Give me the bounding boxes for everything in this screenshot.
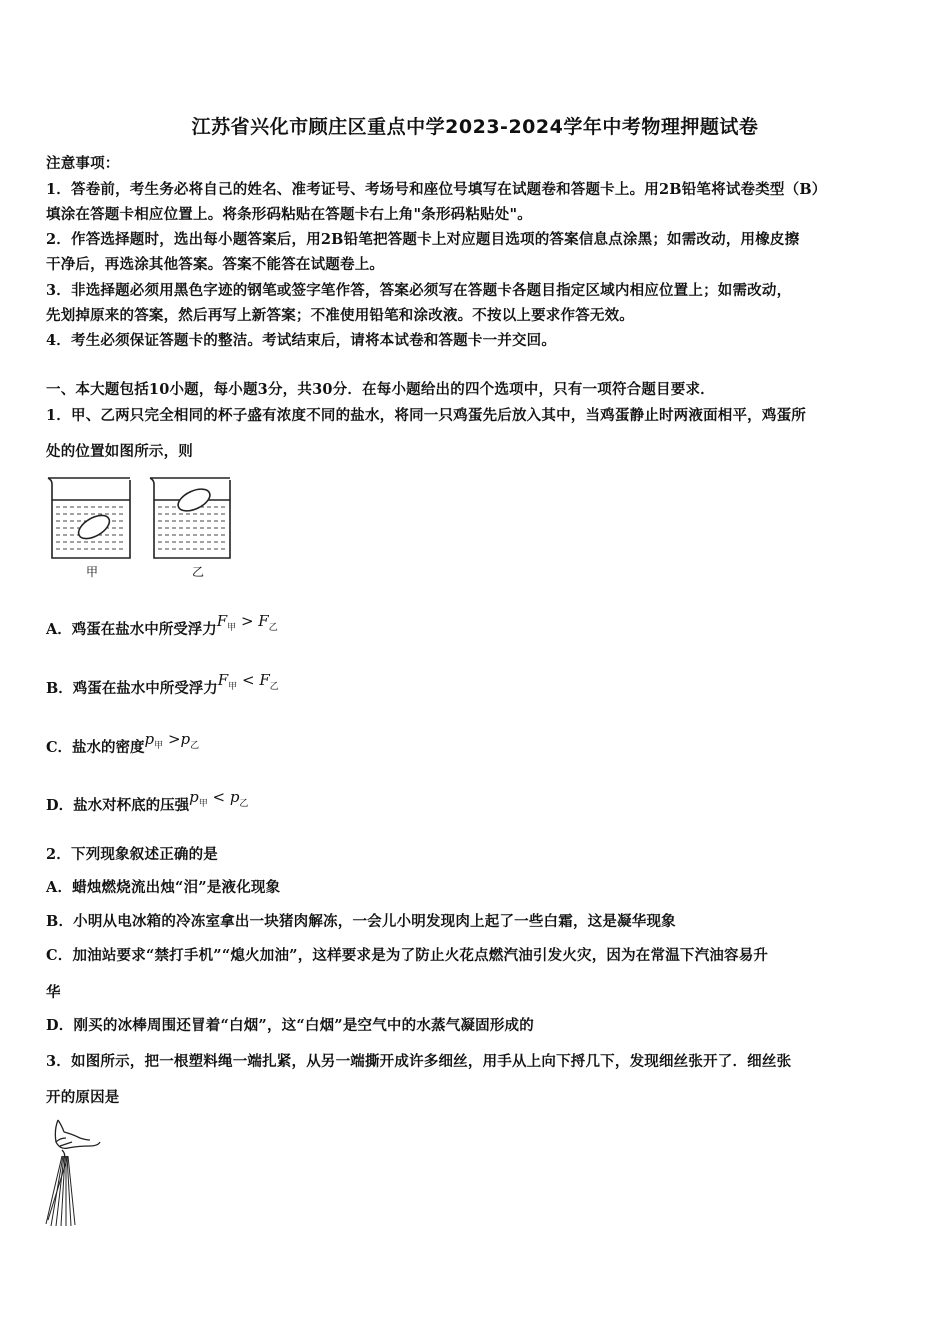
beaker-yi xyxy=(150,478,230,558)
beaker-label-jia: 甲 xyxy=(86,565,99,579)
egg-yi xyxy=(175,485,213,516)
question-1-stem-cont: 处的位置如图所示，则 xyxy=(46,443,193,460)
notice-line: 3．非选择题必须用黑色字迹的钢笔或签字笔作答，答案必须写在答题卡各题目指定区域内相应位置上；如需改动， xyxy=(46,282,792,299)
q1-option-b[interactable] xyxy=(46,671,279,700)
notice-heading: 注意事项： xyxy=(46,155,120,172)
q1-option-a[interactable] xyxy=(46,612,278,641)
question-3-stem-cont: 开的原因是 xyxy=(46,1089,120,1106)
notice-line: 先划掉原来的答案，然后再写上新答案；不准使用铅笔和涂改液。不按以上要求作答无效。 xyxy=(46,307,634,324)
q1-option-b-text: B．鸡蛋在盐水中所受浮力 xyxy=(46,680,218,697)
notice-line: 填涂在答题卡相应位置上。将条形码粘贴在答题卡右上角"条形码粘贴处"。 xyxy=(46,206,532,223)
q2-option-a[interactable]: A．蜡烛燃烧流出烛“泪”是液化现象 xyxy=(46,879,281,896)
q2-option-c[interactable]: C．加油站要求“禁打手机”“熄火加油”，这样要求是为了防止火花点燃汽油引发火灾，因为在常温下汽油容易升 xyxy=(46,947,769,964)
q1-option-d-text: D．盐水对杯底的压强 xyxy=(46,797,190,814)
notice-line: 4．考生必须保证答题卡的整洁。考试结束后，请将本试卷和答题卡一并交回。 xyxy=(46,332,557,349)
notice-line: 1．答卷前，考生务必将自己的姓名、准考证号、考场号和座位号填写在试题卷和答题卡上。用2B铅笔将试卷类型（B） xyxy=(46,181,827,198)
q1-option-c-formula: $p_甲 >p_乙$ xyxy=(144,730,200,751)
q2-option-d[interactable]: D．刚买的冰棒周围还冒着“白烟”，这“白烟”是空气中的水蒸气凝固形成的 xyxy=(46,1017,534,1034)
notice-line: 干净后，再选涂其他答案。答案不能答在试题卷上。 xyxy=(46,256,385,273)
strands xyxy=(46,1156,75,1226)
q1-option-d-formula: $p_甲 < p_乙$ xyxy=(189,788,249,809)
liquid-yi xyxy=(158,507,226,549)
hand-strands-figure xyxy=(42,1116,104,1228)
beaker-jia xyxy=(48,478,130,558)
q1-option-b-formula: $F_甲 < F_乙$ xyxy=(217,671,279,692)
question-3-stem: 3．如图所示，把一根塑料绳一端扎紧，从另一端撕开成许多细丝，用手从上向下捋几下，发现细丝张开了．细丝张 xyxy=(46,1053,792,1070)
hand-icon xyxy=(55,1120,100,1158)
question-1-stem: 1．甲、乙两只完全相同的杯子盛有浓度不同的盐水，将同一只鸡蛋先后放入其中，当鸡蛋静止时两液面相平，鸡蛋所 xyxy=(46,407,806,424)
page-title: 江苏省兴化市顾庄区重点中学2023-2024学年中考物理押题试卷 xyxy=(191,116,759,138)
q1-option-d[interactable] xyxy=(46,788,249,817)
beakers-figure xyxy=(44,474,234,560)
q1-option-a-formula: $F_甲 > F_乙$ xyxy=(216,612,278,633)
q1-option-c-text: C．盐水的密度 xyxy=(46,739,145,756)
q1-option-a-text: A．鸡蛋在盐水中所受浮力 xyxy=(46,621,217,638)
egg-jia xyxy=(75,511,113,544)
notice-line: 2．作答选择题时，选出每小题答案后，用2B铅笔把答题卡上对应题目选项的答案信息点涂黑；如需改动，用橡皮擦 xyxy=(46,231,800,248)
beaker-label-yi: 乙 xyxy=(192,565,205,579)
q2-option-b[interactable]: B．小明从电冰箱的冷冻室拿出一块猪肉解冻，一会儿小明发现肉上起了一些白霜，这是凝华现象 xyxy=(46,913,676,930)
section-heading: 一、本大题包括10小题，每小题3分，共30分．在每小题给出的四个选项中，只有一项符合题目要求． xyxy=(46,381,715,398)
q1-option-c[interactable] xyxy=(46,730,200,759)
q2-option-c-cont: 华 xyxy=(46,984,61,1001)
question-2-stem: 2．下列现象叙述正确的是 xyxy=(46,846,218,863)
